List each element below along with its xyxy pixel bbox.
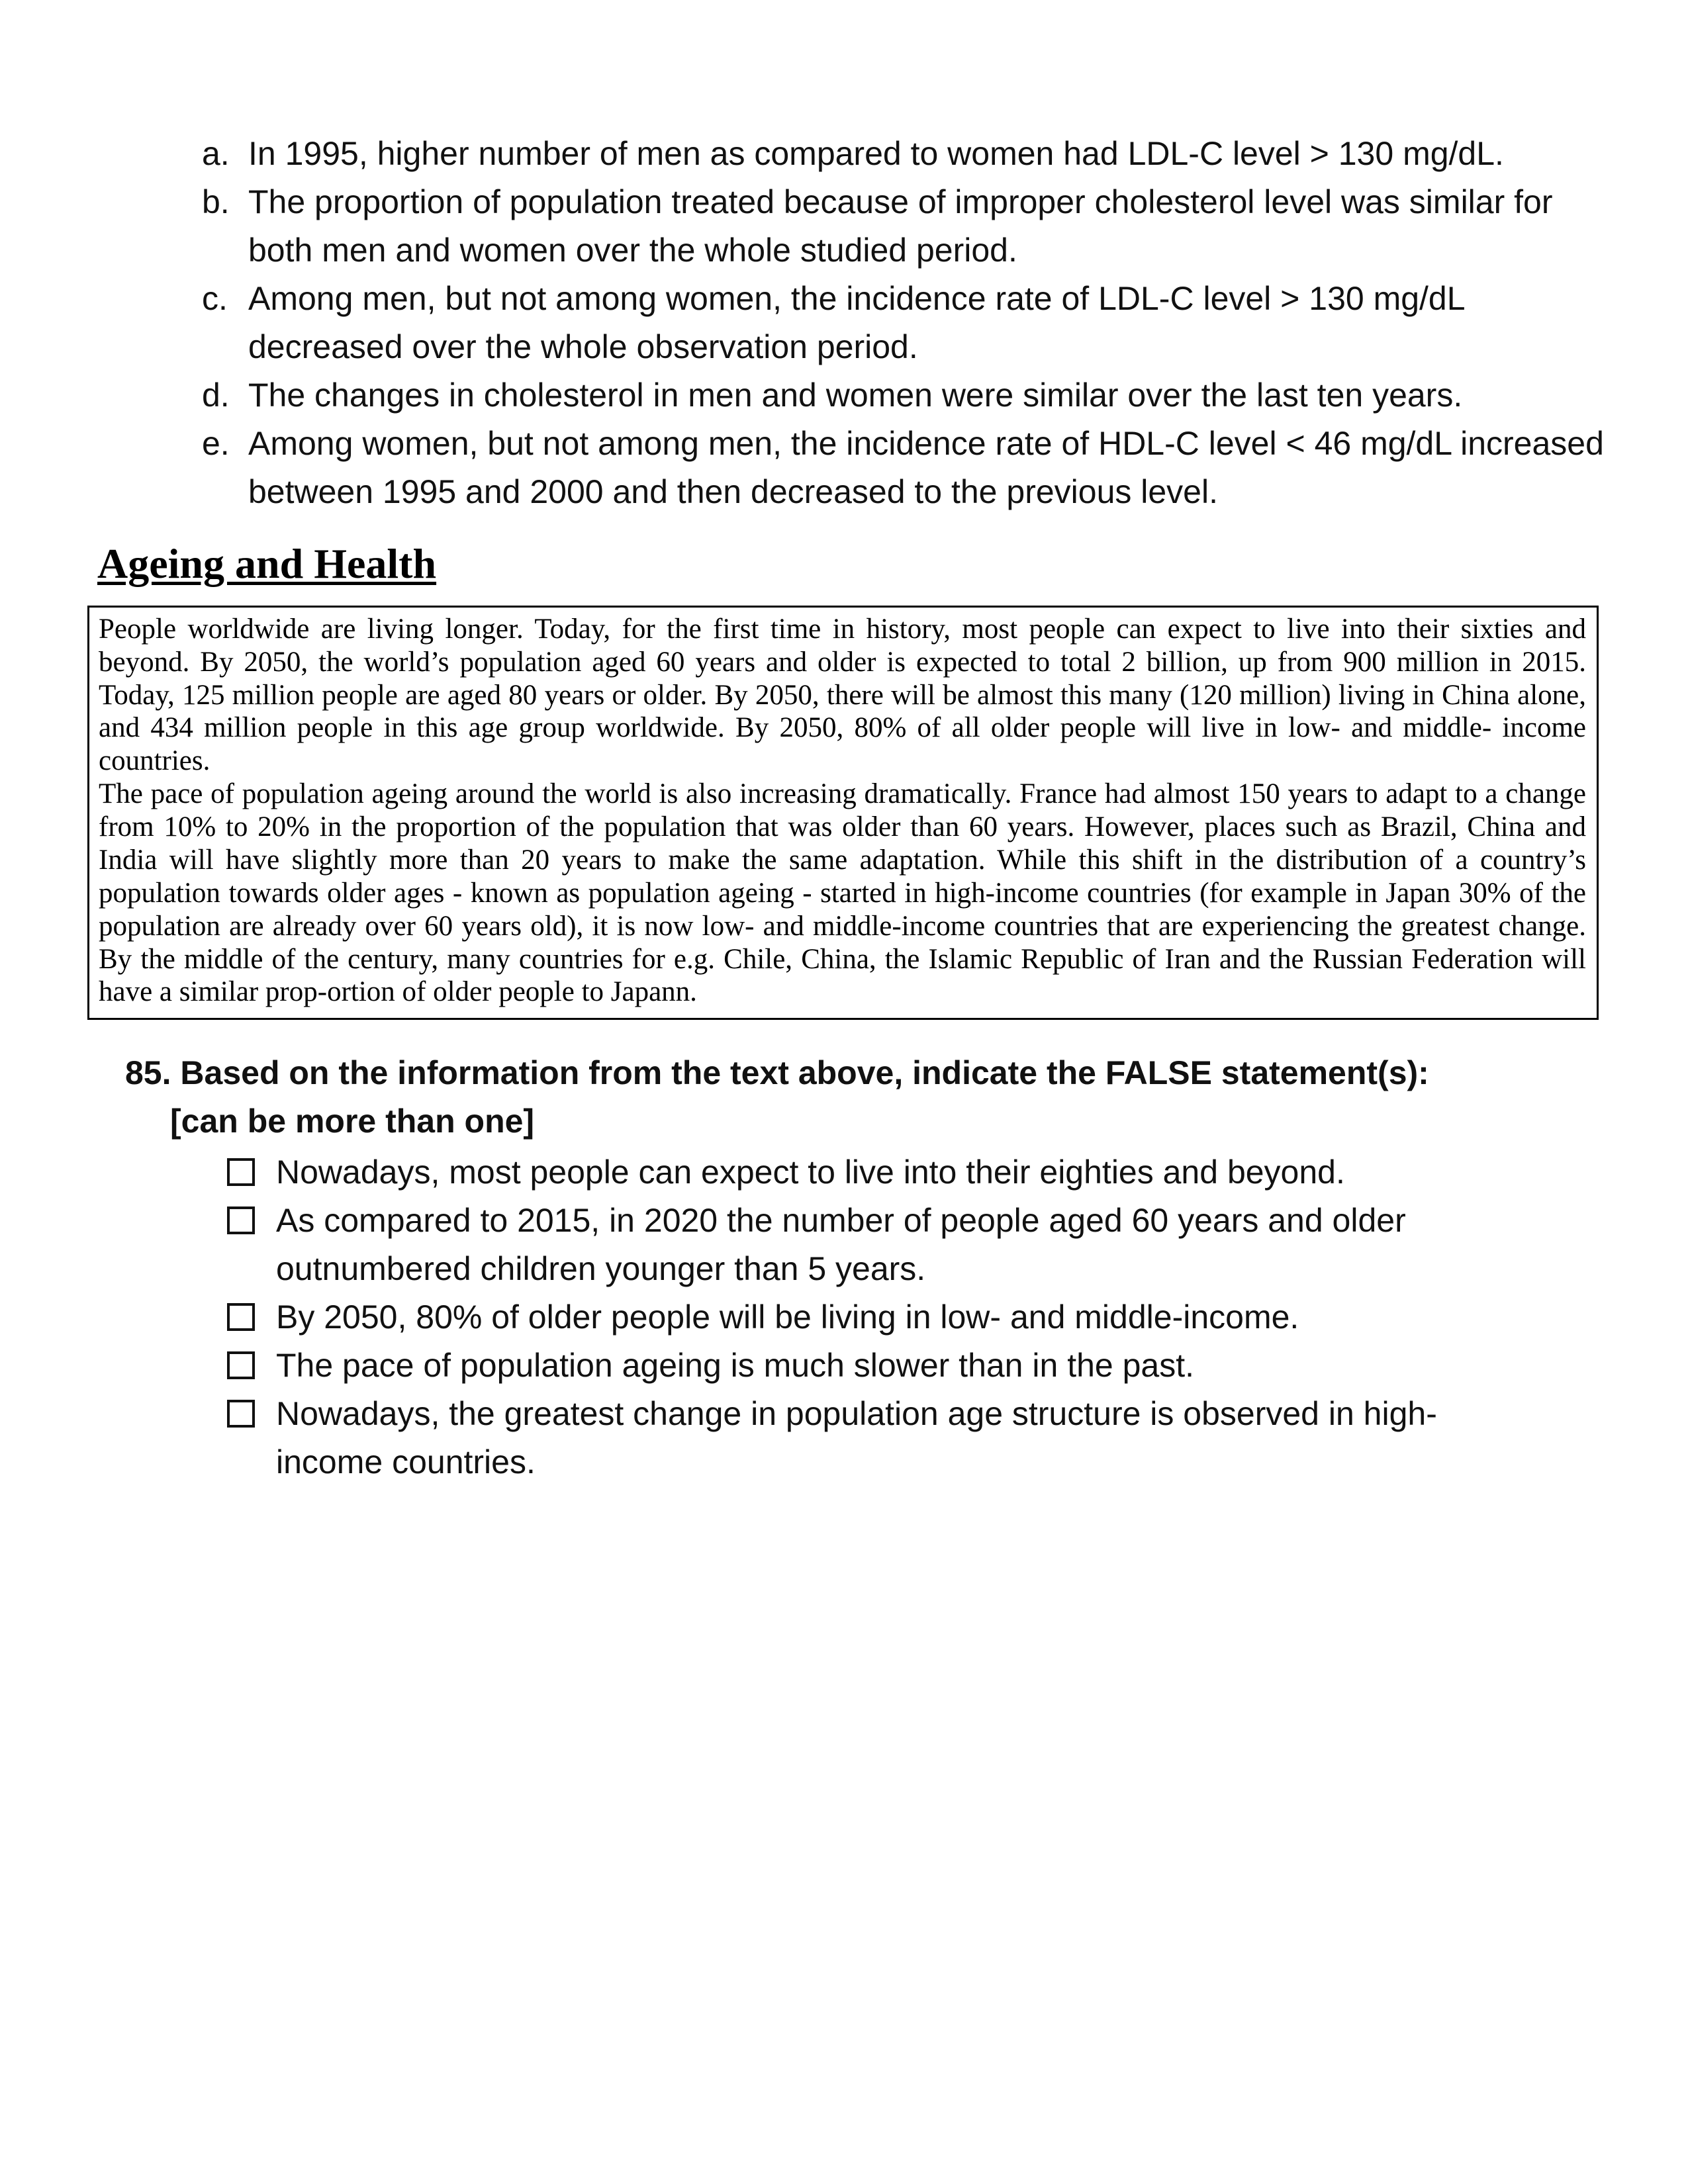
list-item: [202, 420, 1688, 516]
option-row: [227, 1197, 1688, 1293]
options-list: [227, 1148, 1688, 1486]
section-heading: Ageing and Health: [97, 540, 437, 587]
list-item: [202, 371, 1688, 420]
checkbox[interactable]: [227, 1351, 255, 1379]
option-row: [227, 1293, 1688, 1342]
item-label: a.: [202, 135, 230, 172]
checkbox[interactable]: [227, 1158, 255, 1186]
option-text: Nowadays, the greatest change in population age structure is observed in high-income countries.: [276, 1395, 1437, 1481]
list-item: [202, 130, 1688, 178]
option-row: [227, 1148, 1688, 1197]
option-text: By 2050, 80% of older people will be living in low- and middle-income.: [276, 1298, 1299, 1336]
passage-box: [87, 606, 1599, 1021]
item-text: Among men, but not among women, the incidence rate of LDL-C level > 130 mg/dL decreased over the whole observation period.: [248, 280, 1464, 365]
option-text: The pace of population ageing is much slower than in the past.: [276, 1347, 1194, 1385]
question-line: [125, 1049, 1688, 1097]
passage-paragraph: The pace of population ageing around the world is also increasing dramatically. France had almost 150 years to adapt to a change from 10% to 20% in the proportion of the population that was older than 60 years. However, places such as Brazil, China and India will have slightly more than 20 years to make the same adaptation. While this shift in the distribution of a country’s population towards older ages - known as population ageing - started in high-income countries (for example in Japan 30% of the population are already over 60 years old), it is now low- and middle-income countries that are experiencing the greatest change. By the middle of the century, many countries for e.g. Chile, China, the Islamic Republic of Iran and the Russian Federation will have a similar prop-ortion of older people to Japann.: [99, 778, 1586, 1008]
checkbox[interactable]: [227, 1303, 255, 1331]
item-text: The changes in cholesterol in men and women were similar over the last ten years.: [248, 377, 1463, 414]
item-text: The proportion of population treated because of improper cholesterol level was similar for both men and women over the whole studied period.: [248, 183, 1553, 269]
passage-paragraph: People worldwide are living longer. Today, for the first time in history, most people can expect to live into their sixties and beyond. By 2050, the world’s population aged 60 years and older is expected to total 2 billion, up from 900 million in 2015. Today, 125 million people are aged 80 years or older. By 2050, there will be almost this many (120 million) living in China alone, and 434 million people in this age group worldwide. By 2050, 80% of all older people will live in low- and middle- income countries.: [99, 613, 1586, 777]
item-text: In 1995, higher number of men as compared to women had LDL-C level > 130 mg/dL.: [248, 135, 1504, 172]
item-label: e.: [202, 425, 230, 462]
item-label: c.: [202, 280, 228, 317]
option-text: Nowadays, most people can expect to live into their eighties and beyond.: [276, 1154, 1345, 1191]
checkbox[interactable]: [227, 1206, 255, 1234]
question-number: 85.: [125, 1054, 171, 1092]
list-item: [202, 275, 1688, 371]
item-text: Among women, but not among men, the incidence rate of HDL-C level < 46 mg/dL increased between 1995 and 2000 and then decreased to the previous level.: [248, 425, 1604, 510]
answer-list: [202, 130, 1688, 516]
question-note: [can be more than one]: [170, 1103, 535, 1140]
question-block: [125, 1049, 1688, 1146]
item-label: d.: [202, 377, 230, 414]
checkbox[interactable]: [227, 1400, 255, 1428]
list-item: [202, 178, 1688, 275]
option-row: [227, 1390, 1688, 1486]
question-prompt: Based on the information from the text above, indicate the FALSE statement(s):: [180, 1054, 1429, 1092]
option-text: As compared to 2015, in 2020 the number of people aged 60 years and older outnumbered children younger than 5 years.: [276, 1202, 1406, 1288]
item-label: b.: [202, 183, 230, 220]
option-row: [227, 1342, 1688, 1390]
